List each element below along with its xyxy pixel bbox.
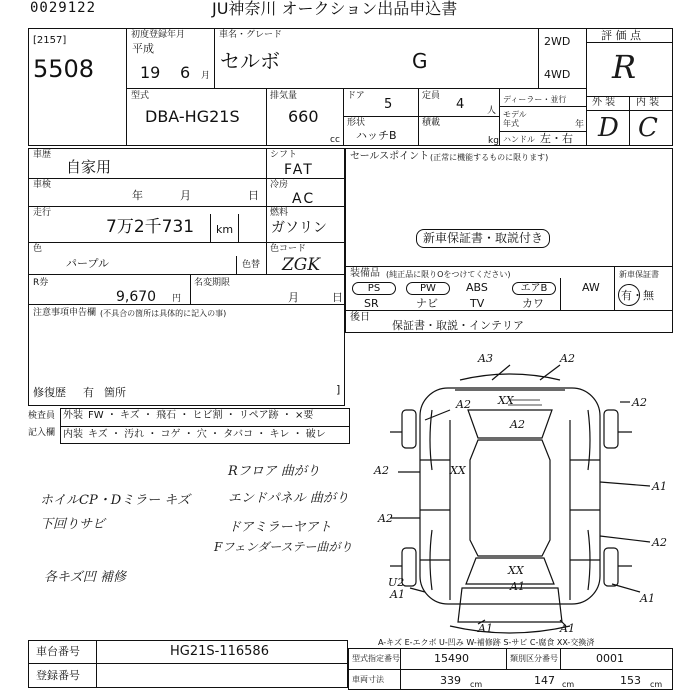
form-title: JU神奈川 オークション出品申込書 <box>212 0 458 18</box>
displacement-label: 排気量 <box>270 91 298 101</box>
damage-mark: A1 <box>640 592 655 605</box>
km-unit: km <box>216 223 234 236</box>
registration-month: 6 <box>180 63 191 82</box>
car-damage-diagram <box>350 340 680 640</box>
width-value: 147 <box>534 674 555 687</box>
inspection-year-unit: 年 <box>132 189 143 202</box>
note-wheel-cap: ホイルCP・Dミラー キズ <box>40 493 190 508</box>
ref-code: [2157] <box>33 35 67 46</box>
doors: 5 <box>384 97 393 112</box>
note-fender-stay: Fフェンダーステー曲がり <box>214 540 353 554</box>
chassis-number: HG21S-116586 <box>170 644 269 659</box>
damage-mark: A3 <box>478 352 493 365</box>
height-value: 153 <box>620 674 641 687</box>
registration-label: 初度登録年月 <box>131 30 186 40</box>
fuel-label: 燃料 <box>270 208 289 218</box>
damage-mark: A2 <box>510 418 525 431</box>
length-label: 車両寸法 <box>352 675 384 684</box>
chassis-label: 車台番号 <box>36 645 80 658</box>
wheel-rear-left <box>402 410 416 448</box>
damage-mark: A1 <box>510 580 525 593</box>
damage-mark: A1 <box>560 622 575 635</box>
notes-hint: (不具合の箇所は具体的に記入の事) <box>100 309 227 318</box>
capacity: 4 <box>456 97 465 112</box>
tax-day-unit: 日 <box>332 291 343 304</box>
note-underbody: 下回りサビ <box>40 517 106 532</box>
inspection-label: 車検 <box>33 180 52 190</box>
sales-label: セールスポイント <box>350 151 430 162</box>
warranty-badge: 新車保証書・取説付き <box>416 229 550 248</box>
capacity-unit: 人 <box>487 106 497 116</box>
tax-label: 名変期限 <box>194 278 231 288</box>
handle: 左・右 <box>540 132 573 145</box>
rating-score: R <box>612 48 637 86</box>
details-block <box>28 148 345 406</box>
cc-unit: cc <box>330 135 340 145</box>
damage-mark: A2 <box>632 396 647 409</box>
yen-unit: 円 <box>172 294 182 304</box>
equip-navi[interactable]: ナビ <box>416 297 438 310</box>
car-roof <box>470 440 550 556</box>
shift-label: シフト <box>270 150 298 160</box>
damage-mark: XX <box>450 464 466 477</box>
reg-number-label: 型式指定番号 <box>352 654 400 663</box>
note-end-panel: エンドパネル 曲がり <box>228 491 349 506</box>
color-code: ZGK <box>282 255 321 275</box>
capacity-label: 定員 <box>422 91 441 101</box>
category-value: 0001 <box>596 652 624 665</box>
after-value: 保証書・取説・インテリア <box>392 319 524 332</box>
month-unit: 月 <box>201 71 211 81</box>
color-change-label: 色替 <box>242 260 261 270</box>
damage-mark: A2 <box>560 352 575 365</box>
after-label: 後日 <box>350 312 370 323</box>
vehicle-name: セルボ <box>220 49 280 73</box>
new-car-warranty[interactable]: 有・無 <box>621 289 654 302</box>
interior-score: C <box>638 113 658 143</box>
inspector-label-bottom: 記入欄 <box>28 428 56 438</box>
damage-legend: A-キズ E-エクボ U-凹み W-補修跡 S-サビ C-腐食 XX-交換済 <box>378 638 595 647</box>
equipment-label: 装備品 <box>350 268 380 279</box>
aircon-label: 冷房 <box>270 180 289 190</box>
damage-mark: A2 <box>652 536 667 549</box>
drive-4wd[interactable]: 4WD <box>544 68 571 81</box>
model-code: DBA-HG21S <box>145 107 240 126</box>
repair-location-label: 箇所 <box>104 386 126 399</box>
shift: FAT <box>284 162 314 178</box>
interior-tag: 内装 <box>63 429 83 440</box>
color-label: 色 <box>33 244 43 254</box>
equip-aw[interactable]: AW <box>582 281 600 294</box>
inspector-label-top: 検査員 <box>28 411 56 421</box>
equip-airbag[interactable]: エアB <box>512 282 556 295</box>
damage-mark: U2 <box>388 576 405 589</box>
lot-number: 5508 <box>33 55 95 83</box>
wheel-front-right <box>604 548 618 586</box>
usage-label: 車歴 <box>33 150 52 160</box>
damage-mark: A1 <box>652 480 667 493</box>
interior-items: キズ ・ 汚れ ・ コゲ ・ 穴 ・ タバコ ・ キレ ・ 破レ <box>88 429 326 440</box>
damage-mark: XX <box>508 564 524 577</box>
usage: 自家用 <box>66 158 112 176</box>
equipment-hint: (純正品に限りOをつけてください) <box>386 270 511 279</box>
weight-label: 積載 <box>422 118 441 128</box>
damage-mark: A1 <box>478 622 493 635</box>
registration-year: 19 <box>140 63 161 82</box>
year-unit: 年 <box>575 120 585 130</box>
tax-month-unit: 月 <box>288 291 299 304</box>
vehicle-name-label: 車名・グレード <box>219 30 283 40</box>
note-door-mirror: ドアミラーヤアト <box>228 520 332 535</box>
inspection-day-unit: 日 <box>248 189 259 202</box>
repair-bracket: ] <box>336 383 341 396</box>
shape-label: 形状 <box>347 118 366 128</box>
rating-label: 評 価 点 <box>601 29 641 42</box>
mileage: 7万2千731 <box>106 217 195 237</box>
wheel-rear-right <box>604 410 618 448</box>
fuel: ガソリン <box>271 220 327 236</box>
equip-tv[interactable]: TV <box>470 297 485 310</box>
warranty-circle <box>618 284 640 306</box>
mileage-label: 走行 <box>33 208 52 218</box>
shape: ハッチB <box>356 129 397 142</box>
color: パープル <box>66 257 110 270</box>
exterior-score: D <box>598 113 619 143</box>
exterior-items: FW ・ キズ ・ 飛石 ・ ヒビ割 ・ リペア跡 ・ ×要 <box>88 410 314 421</box>
drive-2wd[interactable]: 2WD <box>544 35 571 48</box>
displacement: 660 <box>288 107 319 126</box>
weight-unit: kg <box>488 136 499 146</box>
sales-hint: (正常に機能するものに限ります) <box>430 153 549 162</box>
handle-label: ハンドル <box>503 135 535 144</box>
notes-label: 注意事項申告欄 <box>33 308 97 318</box>
interior-label: 内 装 <box>636 97 660 108</box>
damage-mark: A2 <box>456 398 471 411</box>
inspection-month-unit: 月 <box>180 189 191 202</box>
cm-unit-3: cm <box>650 680 663 689</box>
aircon: AC <box>292 191 316 207</box>
equip-ps[interactable]: PS <box>352 282 396 295</box>
registration-era: 平成 <box>132 42 154 55</box>
reg-label: 登録番号 <box>36 669 80 682</box>
repair-label: 修復歴 <box>33 386 66 399</box>
note-repair: 各キズ凹 補修 <box>44 570 126 585</box>
equip-pw[interactable]: PW <box>406 282 450 295</box>
note-rear-floor: Rフロア 曲がり <box>228 464 320 479</box>
recycle-label: R券 <box>33 278 49 288</box>
vehicle-grade: G <box>412 49 428 73</box>
cm-unit-2: cm <box>562 680 575 689</box>
front-bumper <box>450 626 570 633</box>
repair-value: 有 <box>83 386 94 399</box>
dealer-label: ディーラー・並行 <box>503 95 567 104</box>
hood <box>458 588 562 622</box>
damage-mark: A2 <box>374 464 389 477</box>
damage-mark: A1 <box>390 588 405 601</box>
equip-abs[interactable]: ABS <box>466 281 488 294</box>
model-year-label: モデル年式 <box>503 110 527 128</box>
equip-leather[interactable]: カワ <box>522 297 544 310</box>
category-label: 類別区分番号 <box>510 654 558 663</box>
recycle-fee: 9,670 <box>116 289 157 305</box>
length-value: 339 <box>440 674 461 687</box>
model-label: 型式 <box>131 91 150 101</box>
doors-label: ドア <box>347 91 365 101</box>
damage-mark: A2 <box>378 512 393 525</box>
equip-sr[interactable]: SR <box>364 297 379 310</box>
exterior-label: 外 装 <box>592 97 616 108</box>
cm-unit-1: cm <box>470 680 483 689</box>
reg-number-value: 15490 <box>434 652 469 665</box>
damage-mark: XX <box>498 394 514 407</box>
new-car-warranty-label: 新車保証書 <box>619 270 659 279</box>
color-code-label: 色コード <box>270 244 307 254</box>
serial-number: 0029122 <box>30 0 97 16</box>
exterior-tag: 外装 <box>63 410 83 421</box>
